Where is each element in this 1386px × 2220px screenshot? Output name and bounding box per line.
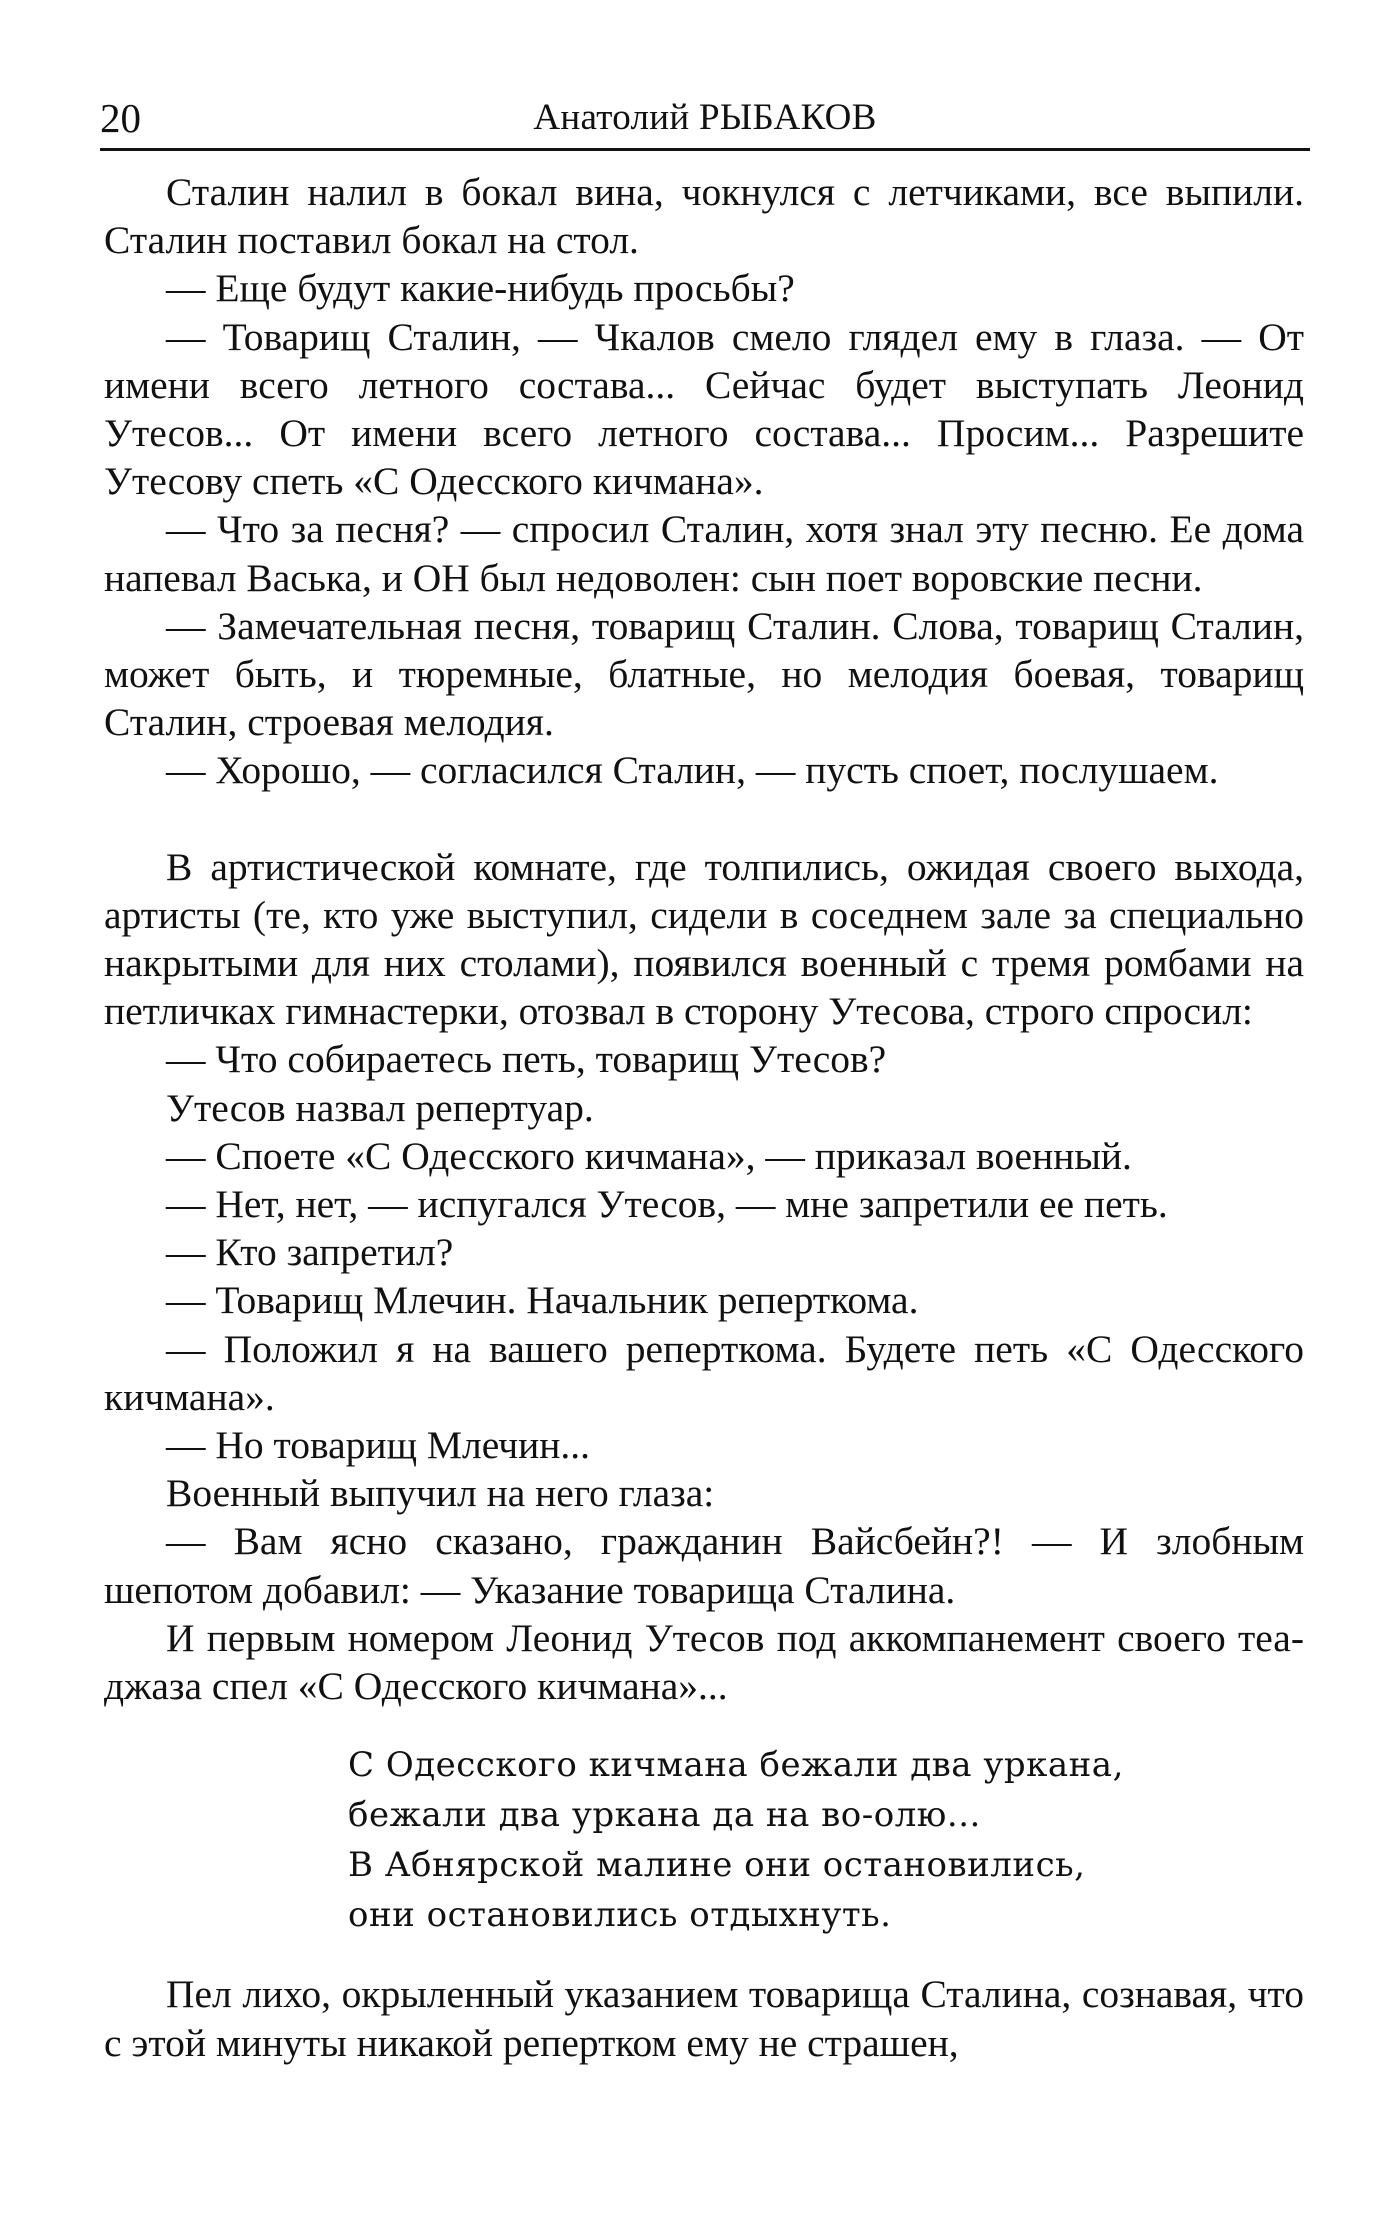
page-header (100, 92, 1310, 144)
paragraph: — Вам ясно сказано, гражданин Вайсбейн?! — И злобным шепотом добавил: — Указание товарища Сталина. (104, 1519, 1304, 1612)
paragraph: — Еще будут какие-нибудь просьбы? (166, 266, 795, 311)
verse-line: бежали два уркана да на во-олю... (348, 1795, 981, 1836)
paragraph: — Кто запретил? (166, 1230, 454, 1275)
paragraph: Утесов назвал репертуар. (166, 1085, 594, 1130)
body-text (104, 168, 1304, 2067)
paragraph: Военный выпучил на него глаза: (166, 1471, 715, 1516)
paragraph: — Положил я на вашего реперткома. Будете петь «С Одесского кичмана». (104, 1326, 1304, 1419)
verse-line: С Одесского кичмана бежали два уркана, (348, 1745, 1124, 1786)
paragraph: — Но товарищ Млечин... (166, 1423, 591, 1468)
running-head: Анатолий РЫБАКОВ (533, 97, 877, 138)
page-number: 20 (100, 95, 141, 141)
header-rule (100, 148, 1310, 151)
paragraph: — Товарищ Млечин. Начальник реперткома. (166, 1278, 919, 1323)
paragraph: Пел лихо, окрыленный указанием товарища Сталина, сознавая, что с этой минуты никакой репертком ему не страшен, (104, 1972, 1304, 2065)
paragraph: — Что собираетесь петь, товарищ Утесов? (166, 1037, 887, 1082)
verse-line: они остановились отдыхнуть. (348, 1895, 892, 1936)
paragraph: — Хорошо, — согласился Сталин, — пусть споет, послушаем. (166, 748, 1219, 793)
paragraph: Сталин налил в бокал вина, чокнулся с летчиками, все выпили. Сталин поставил бокал на стол. (104, 170, 1304, 263)
song-verse (348, 1740, 1304, 1940)
paragraph: И первым номером Леонид Утесов под аккомпанемент своего теа-джаза спел «С Одесского кичмана»... (104, 1615, 1304, 1709)
paragraph: — Нет, нет, — испугался Утесов, — мне запретили ее петь. (166, 1182, 1168, 1227)
paragraph: — Товарищ Сталин, — Чкалов смело глядел ему в глаза. — От имени всего летного состава... Сейчас будет выступать Леонид Утесов... От имени всего летного состава... Просим... Разрешите Утесову спеть «С Одесского кичмана». (104, 314, 1304, 504)
paragraph: — Замечательная песня, товарищ Сталин. Слова, товарищ Сталин, может быть, и тюремные, блатные, но мелодия боевая, товарищ Сталин, строевая мелодия. (104, 603, 1304, 745)
paragraph: В артистической комнате, где толпились, ожидая своего выхода, артисты (те, кто уже выступил, сидели в соседнем зале за специально накрытыми для них столами), появился военный с тремя ромбами на петличках гимнастерки, отозвал в сторону Утесова, строго спросил: (104, 844, 1304, 1034)
paragraph: — Что за песня? — спросил Сталин, хотя знал эту песню. Ее дома напевал Васька, и ОН был недоволен: сын поет воровские песни. (104, 507, 1304, 600)
verse-line: В Абнярской малине они остановились, (348, 1845, 1086, 1886)
paragraph: — Споете «С Одесского кичмана», — приказал военный. (166, 1133, 1132, 1178)
